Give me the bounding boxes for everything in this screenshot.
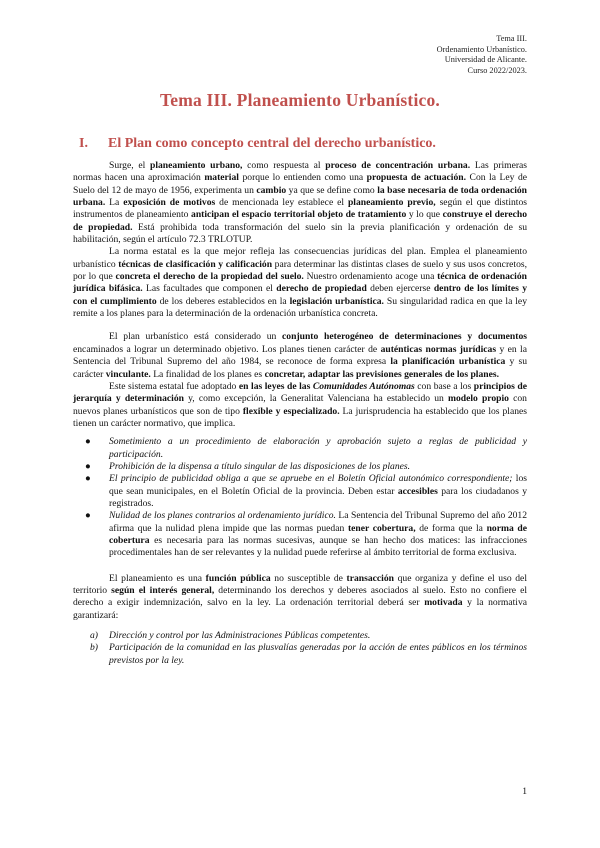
list-item: ● El principio de publicidad obliga a que se apruebe en el Boletín Oficial autonómico correspondiente; los que sean municipales, en el Boletín Oficial de la provincia. Deben estar accesibles para los ciudadanos y registrados.	[85, 473, 527, 509]
header-line: Curso 2022/2023.	[467, 65, 527, 75]
section-heading	[79, 136, 436, 152]
bullet-icon: ●	[85, 510, 91, 522]
paragraph: El planeamiento es una función pública no susceptible de transacción que organiza y define el uso del territorio según el interés general, determinando los derechos y deberes asociados al suelo. Esto no confiere el derecho a exigir indemnización, salvo en la ley. La ordenación territorial deberá ser motivada y la normativa garantizará:	[73, 572, 528, 621]
running-header	[437, 34, 527, 76]
list-item: a) Dirección y control por las Administraciones Públicas competentes.	[90, 630, 371, 642]
list-item: b) Participación de la comunidad en las plusvalías generadas por la acción de entes públicos en los términos previstos por la ley.	[90, 642, 527, 666]
body-text	[73, 160, 527, 667]
paragraph: La norma estatal es la que mejor refleja las consecuencias jurídicas del plan. Emplea el planeamiento urbanístico técnicas de clasificación y calificación para determinar las distintas clases de suelo y sus usos concretos, por lo que concreta el derecho de la propiedad del suelo. Nuestro ordenamiento acoge una técnica de ordenación jurídica bifásica. Las facultades que componen el derecho de propiedad deben ejercerse dentro de los límites y con el cumplimiento de los deberes establecidos en la legislación urbanística. Su singularidad radica en que la ley remite a los planes para la determinación de la ordenación urbanística concreta.	[73, 246, 527, 320]
lettered-list	[73, 630, 527, 667]
section-number: I.	[79, 136, 88, 151]
bullet-icon: ●	[85, 473, 91, 485]
page-number: 1	[522, 786, 527, 797]
list-item: ● Prohibición de la dispensa a título singular de las disposiciones de los planes.	[85, 460, 411, 472]
list-label: a)	[90, 630, 98, 642]
header-line: Universidad de Alicante.	[444, 55, 527, 65]
section-title: El Plan como concepto central del derecho urbanístico.	[108, 136, 436, 151]
list-label: b)	[90, 642, 98, 654]
paragraph: Surge, el planeamiento urbano, como respuesta al proceso de concentración urbana. Las primeras normas hacen una aproximación material porque lo entienden como una propuesta de actuación. Con la Ley de Suelo del 12 de mayo de 1956, experimenta un cambio ya que se define como la base necesaria de toda ordenación urbana. La exposición de motivos de mencionada ley establece el planeamiento previo, según el que distintos instrumentos de planeamiento anticipan el espacio territorial objeto de tratamiento y lo que construye el derecho de propiedad. Está prohibida toda transformación del suelo sin la previa planificación y ordenación de su habilitación, según el artículo 72.3 TRLOTUP.	[73, 160, 528, 246]
header-line: Ordenamiento Urbanístico.	[436, 44, 527, 54]
list-item: ● Sometimiento a un procedimiento de elaboración y aprobación sujeto a reglas de publicidad y participación.	[85, 436, 527, 460]
paragraph: Este sistema estatal fue adoptado en las leyes de las Comunidades Autónomas con base a los principios de jerarquía y determinación y, como excepción, la Generalitat Valenciana ha establecido un modelo propio con nuevos planes urbanísticos que son de tipo flexible y especializado. La jurisprudencia ha establecido que los planes tienen un carácter normativo, que implica.	[73, 380, 527, 429]
list-item: ● Nulidad de los planes contrarios al ordenamiento jurídico. La Sentencia del Tribunal Supremo del año 2012 afirma que la nulidad plena impide que las normas puedan tener cobertura, de forma que la norma de cobertura es necesaria para las normas sucesivas, aunque se han hecho dos matices: las infracciones procedimentales han de ser relevantes y la nulidad puede referirse al ámbito territorial de forma exclusiva.	[85, 510, 528, 559]
bullet-list	[73, 436, 527, 559]
header-line: Tema III.	[496, 34, 527, 43]
document-title: Tema III. Planeamiento Urbanístico.	[159, 90, 441, 110]
bullet-icon: ●	[85, 436, 91, 448]
paragraph: El plan urbanístico está considerado un conjunto heterogéneo de determinaciones y documentos encaminados a lograr un determinado objetivo. Los planes tienen carácter de auténticas normas jurídicas y en la Sentencia del Tribunal Supremo del año 1984, se reconoce de forma expresa la planificación urbanística y su carácter vinculante. La finalidad de los planes es concretar, adaptar las previsiones generales de los planes.	[73, 331, 527, 380]
bullet-icon: ●	[85, 460, 91, 472]
